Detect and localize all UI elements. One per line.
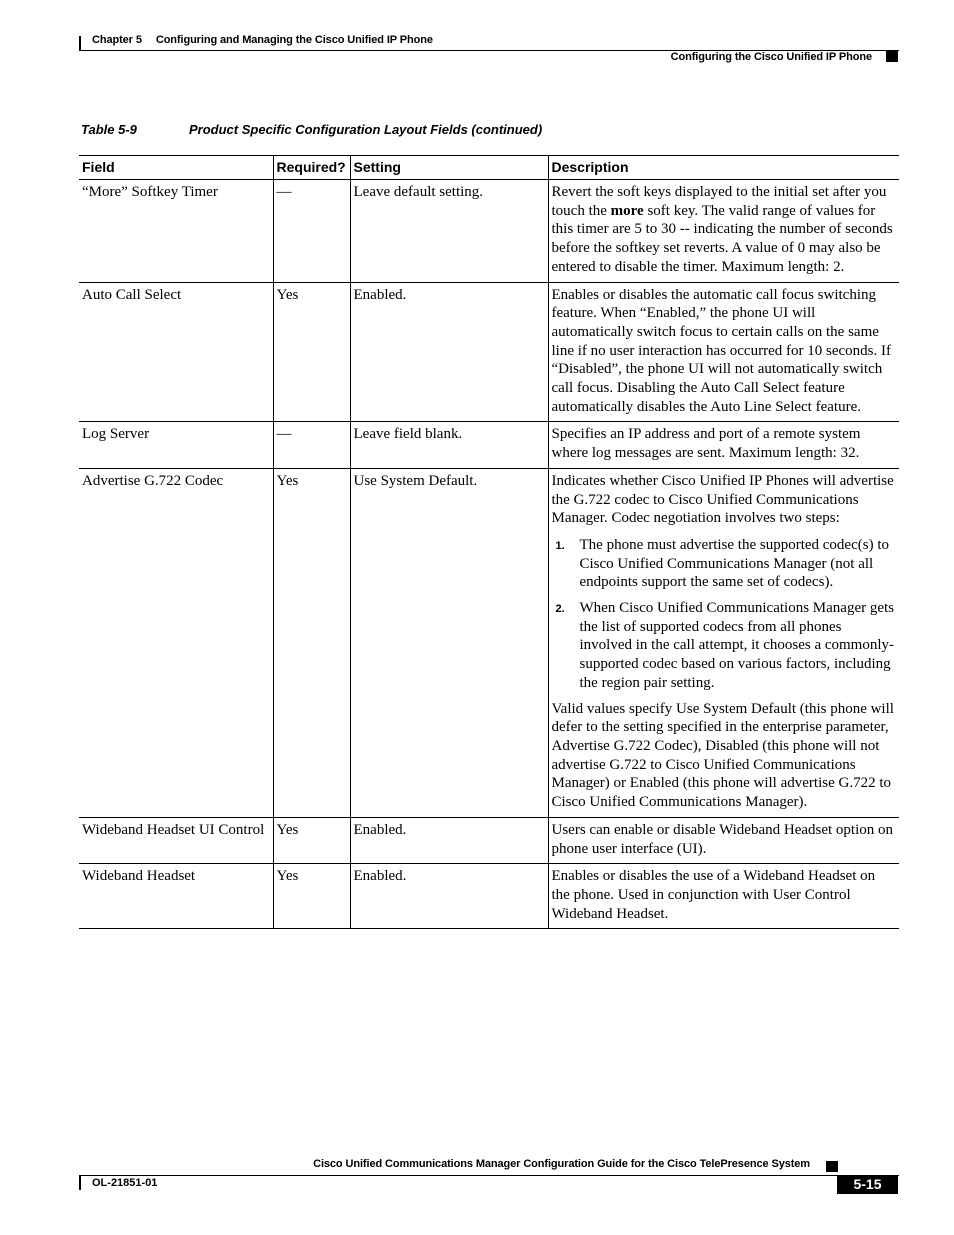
column-header-description: Description <box>548 156 899 180</box>
footer-marker-block <box>826 1161 838 1172</box>
description-cell: Enables or disables the use of a Wideband Headset on the phone. Used in conjunction with User Control Wideband Headset. <box>548 864 899 929</box>
negotiation-steps-list <box>552 536 897 693</box>
table-row <box>79 864 899 929</box>
setting-cell: Use System Default. <box>350 468 548 817</box>
footer-rule <box>79 1175 899 1176</box>
required-cell: — <box>273 180 350 283</box>
field-cell: Auto Call Select <box>79 282 273 422</box>
description-text: Revert the soft keys displayed to the initial set after you touch the <box>551 184 887 219</box>
setting-cell: Leave default setting. <box>350 180 548 283</box>
table-row <box>79 180 899 283</box>
description-keyword: more <box>610 202 644 219</box>
required-cell: Yes <box>273 817 350 863</box>
column-header-required: Required? <box>273 156 350 180</box>
header-left-bar <box>79 36 81 51</box>
setting-cell: Leave field blank. <box>350 422 548 468</box>
required-cell: Yes <box>273 282 350 422</box>
setting-cell: Enabled. <box>350 282 548 422</box>
required-cell: Yes <box>273 864 350 929</box>
field-cell: Log Server <box>79 422 273 468</box>
chapter-title: Configuring and Managing the Cisco Unified IP Phone <box>155 34 433 46</box>
description-cell: Enables or disables the automatic call focus switching feature. When “Enabled,” the phone UI will automatically switch focus to certain calls on the same line if no user interaction has occurred for 10 seconds. If “Disabled”, the phone UI will not automatically switch call focus. Disabling the Auto Call Select feature automatically disables the Auto Line Select feature. <box>548 282 899 422</box>
description-cell: Specifies an IP address and port of a remote system where log messages are sent. Maximum length: 32. <box>548 422 899 468</box>
table-caption <box>81 122 543 137</box>
table-row <box>79 817 899 863</box>
step-number: 1. <box>555 539 565 552</box>
page-number: 5-15 <box>837 1175 898 1194</box>
description-outro: Valid values specify Use System Default (this phone will defer to the setting specified in the enterprise parameter, Advertise G.722 Codec), Disabled (this phone will not advertise G.722 to Cisco Unified Communications Manager) or Enabled (this phone will advertise G.722 to Cisco Unified Communications Manager). <box>551 700 894 811</box>
table-row <box>79 282 899 422</box>
required-cell: Yes <box>273 468 350 817</box>
footer-book-title: Cisco Unified Communications Manager Configuration Guide for the Cisco TelePresence System <box>313 1158 810 1170</box>
description-cell <box>548 180 899 283</box>
step-number: 2. <box>555 603 565 616</box>
description-intro: Indicates whether Cisco Unified IP Phones will advertise the G.722 codec to Cisco Unified Communications Manager. Codec negotiation involves two steps: <box>551 472 894 527</box>
header-marker-block <box>886 51 898 62</box>
field-cell: Advertise G.722 Codec <box>79 468 273 817</box>
table-caption-title: Product Specific Configuration Layout Fields (continued) <box>189 122 543 137</box>
step-text: The phone must advertise the supported codec(s) to Cisco Unified Communications Manager (not all endpoints support the same set of codecs). <box>579 536 889 591</box>
setting-cell: Enabled. <box>350 864 548 929</box>
description-cell <box>548 468 899 817</box>
description-text: soft key. The valid range of values for this timer are 5 to 30 -- indicating the number of seconds before the softkey set reverts. A value of 0 may also be entered to disable the timer. Maximum length: 2. <box>551 202 893 275</box>
footer-doc-number: OL-21851-01 <box>92 1177 158 1189</box>
field-cell: Wideband Headset UI Control <box>79 817 273 863</box>
table-caption-label: Table 5-9 <box>81 122 137 137</box>
setting-cell: Enabled. <box>350 817 548 863</box>
running-header-chapter <box>92 34 433 46</box>
field-cell: Wideband Headset <box>79 864 273 929</box>
table-row <box>79 422 899 468</box>
list-item <box>552 536 897 592</box>
chapter-label: Chapter 5 <box>92 34 142 46</box>
field-cell: “More” Softkey Timer <box>79 180 273 283</box>
list-item <box>552 599 897 693</box>
config-fields-table <box>79 155 899 929</box>
running-header-section: Configuring the Cisco Unified IP Phone <box>670 51 872 63</box>
column-header-field: Field <box>79 156 273 180</box>
step-text: When Cisco Unified Communications Manager gets the list of supported codecs from all phones involved in the call attempt, it chooses a commonly-supported codec based on various factors, including the region pair setting. <box>579 600 895 691</box>
required-cell: — <box>273 422 350 468</box>
table-row <box>79 468 899 817</box>
footer-left-bar <box>79 1175 81 1190</box>
column-header-setting: Setting <box>350 156 548 180</box>
table-header-row <box>79 156 899 180</box>
description-cell: Users can enable or disable Wideband Headset option on phone user interface (UI). <box>548 817 899 863</box>
